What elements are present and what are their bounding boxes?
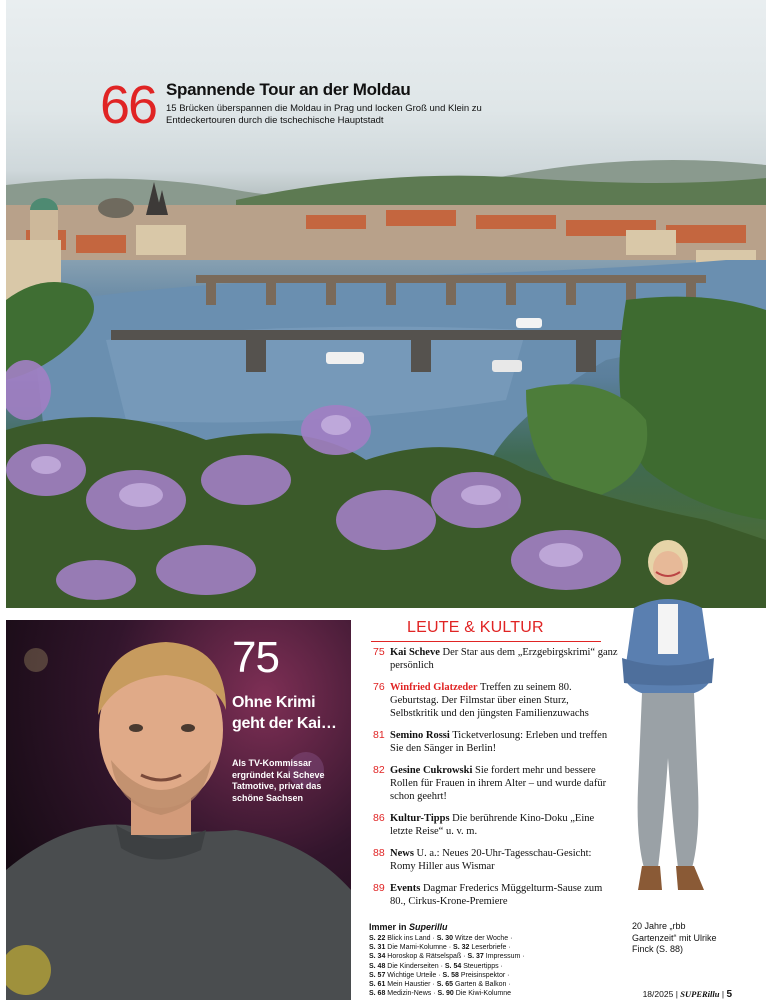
toc-entry[interactable] xyxy=(373,646,618,672)
toc-entries xyxy=(373,646,618,917)
hero-text: 15 Brücken überspannen die Moldau in Prag und locken Groß und Klein zu Entdeckertouren durch die tschechische Hauptstadt xyxy=(166,103,482,126)
feature-page: S. 30 xyxy=(436,935,454,942)
regular-features-line xyxy=(369,934,569,943)
feature-title: Medizin-News · xyxy=(385,990,438,998)
toc-entry[interactable] xyxy=(373,729,618,755)
feature-page: S. 37 xyxy=(467,953,484,961)
feature-title: Impressum · xyxy=(483,953,525,961)
toc-entry-name: Semino Rossi xyxy=(390,730,450,741)
regular-features-line xyxy=(369,980,569,989)
section-heading: LEUTE & KULTUR xyxy=(407,619,544,636)
hero-title: Spannende Tour an der Moldau xyxy=(166,80,411,99)
feature-page: S. 48 xyxy=(369,962,386,970)
page-number: 5 xyxy=(726,989,732,1000)
toc-entry-text: Treffen zu seinem 80. Geburtstag. Der Filmstar über einen Sturz, Selbstkritik und den jüngsten Familienzuwachs xyxy=(390,682,589,719)
feature-title: Die Kinderseiten · xyxy=(385,962,445,970)
regular-features-heading xyxy=(369,922,569,932)
portrait-text: Als TV-Kommissar ergründet Kai Scheve Tatmotive, privat das schöne Sachsen xyxy=(232,758,325,803)
toc-entry-page: 86 xyxy=(373,812,385,824)
woman-illustration xyxy=(612,538,724,910)
footer-separator: | xyxy=(721,989,727,999)
toc-entry-name: Events xyxy=(390,883,421,894)
regular-features-line xyxy=(369,971,569,980)
feature-title: Die Kiwi-Kolumne xyxy=(453,990,512,998)
portrait-photo xyxy=(6,620,351,1000)
toc-entry-name: News xyxy=(390,848,414,859)
photo-caption: 20 Jahre „rbb Gartenzeit“ mit Ulrike Finck (S. 88) xyxy=(632,921,717,954)
toc-entry[interactable] xyxy=(373,812,618,838)
feature-title: Witze der Woche · xyxy=(453,935,513,942)
feature-title: Steuertipps · xyxy=(461,962,503,970)
feature-title: Blick ins Land · xyxy=(385,935,437,942)
regular-features-line xyxy=(369,952,569,961)
toc-entry-name: Kai Scheve xyxy=(390,647,440,658)
toc-entry-name: Kultur-Tipps xyxy=(390,813,450,824)
feature-title: Preisinspektor · xyxy=(458,971,510,979)
toc-entry-text: U. a.: Neues 20-Uhr-Tagesschau-Gesicht: Romy Hiller aus Wismar xyxy=(390,848,592,872)
regular-features-prefix: Immer in xyxy=(369,922,410,932)
feature-title: Leserbriefe · xyxy=(469,944,511,952)
toc-entry-text: Sie fordert mehr und bessere Rollen für Frauen in ihrem Alter – und wurde dafür schon geehrt! xyxy=(390,765,607,802)
toc-entry-text: Der Star aus dem „Erzgebirgskrimi“ ganz persönlich xyxy=(390,647,618,671)
toc-entry[interactable] xyxy=(373,681,618,720)
regular-features-line xyxy=(369,962,569,971)
feature-page: S. 58 xyxy=(442,971,459,979)
feature-title: Wichtige Urteile · xyxy=(385,971,443,979)
feature-title: Garten & Balkon · xyxy=(453,981,511,989)
feature-page: S. 57 xyxy=(369,971,386,979)
footer-separator: | xyxy=(675,989,681,999)
toc-entry-name: Winfried Glatzeder xyxy=(390,682,478,693)
toc-entry-text: Ticketverlosung: Erleben und treffen Sie den Sänger in Berlin! xyxy=(390,730,608,754)
feature-page: S. 31 xyxy=(369,944,386,952)
man-portrait-illustration xyxy=(6,620,351,1000)
feature-title: Horoskop & Rätselspaß · xyxy=(385,953,468,961)
feature-page: S. 61 xyxy=(369,981,386,989)
feature-page: S. 90 xyxy=(437,990,454,998)
toc-entry-page: 81 xyxy=(373,729,385,741)
issue-number: 18/2025 xyxy=(642,989,674,999)
feature-title: Die Mami-Kolumne · xyxy=(385,944,454,952)
section-divider xyxy=(371,641,601,642)
toc-entry-page: 76 xyxy=(373,681,385,693)
toc-entry[interactable] xyxy=(373,764,618,803)
feature-page: S. 22 xyxy=(369,935,386,942)
portrait-title: Ohne Krimi geht der Kai… xyxy=(232,694,337,732)
regular-features xyxy=(369,922,569,998)
toc-entry-name: Gesine Cukrowski xyxy=(390,765,473,776)
feature-page: S. 32 xyxy=(453,944,470,952)
toc-entry-page: 89 xyxy=(373,882,385,894)
feature-title: Mein Haustier · xyxy=(385,981,437,989)
regular-features-line xyxy=(369,989,569,998)
toc-entry[interactable] xyxy=(373,882,618,908)
page-footer xyxy=(643,989,732,1000)
toc-entry-page: 82 xyxy=(373,764,385,776)
toc-entry-text: Dagmar Frederics Müggelturm-Sause zum 80., Cirkus-Krone-Premiere xyxy=(390,883,603,907)
feature-page: S. 54 xyxy=(444,962,462,970)
regular-features-line xyxy=(369,943,569,952)
toc-entry-text: Die berührende Kino-Doku „Eine letzte Reise“ u. v. m. xyxy=(390,813,595,837)
feature-page: S. 34 xyxy=(369,953,386,961)
feature-page: S. 68 xyxy=(369,990,386,998)
hero-page-number: 66 xyxy=(100,75,157,135)
toc-entry-page: 88 xyxy=(373,847,385,859)
toc-entry-page: 75 xyxy=(373,646,385,658)
woman-cutout-photo xyxy=(612,538,724,910)
toc-entry[interactable] xyxy=(373,847,618,873)
portrait-page-number: 75 xyxy=(232,633,279,682)
brand-logo: SUPERillu xyxy=(680,989,720,999)
feature-page: S. 65 xyxy=(436,981,454,989)
regular-features-brand: Superillu xyxy=(409,922,448,932)
